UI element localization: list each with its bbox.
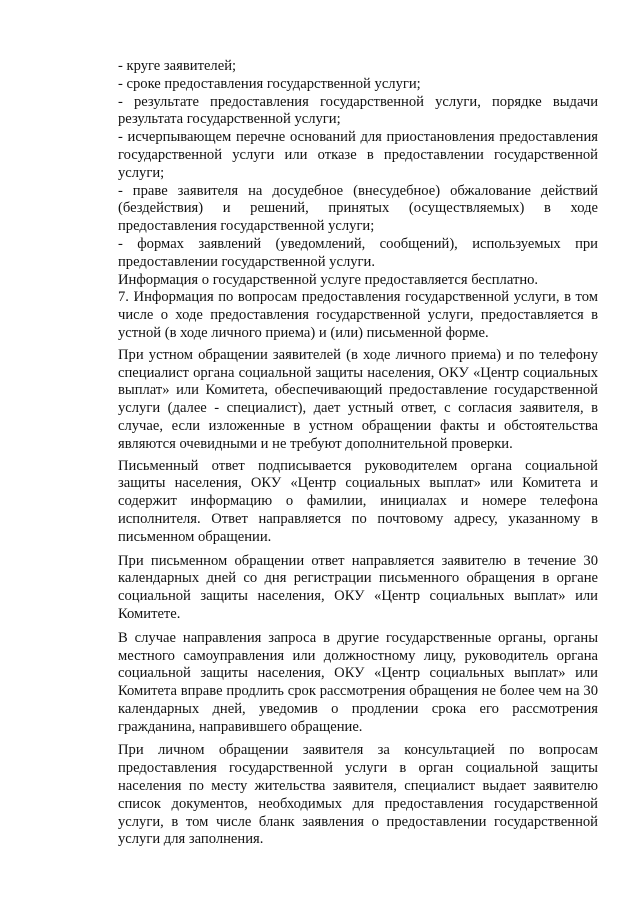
paragraph: 7. Информация по вопросам предоставления государственной услуги, в том числе о ходе предоставления государственной услуги, предоставляется в устной (в ходе личного приема) и (или) письменной форме.	[118, 289, 598, 341]
list-item: - исчерпывающем перечне оснований для приостановления предоставления государственной услуги или отказе в предоставлении государственной услуги;	[118, 129, 598, 181]
paragraph: При письменном обращении ответ направляется заявителю в течение 30 календарных дней со дня регистрации письменного обращения в органе социальной защиты населения, ОКУ «Центр социальных выплат» или Комитете.	[118, 552, 598, 622]
paragraph: В случае направления запроса в другие государственные органы, органы местного самоуправления или должностному лицу, руководитель органа социальной защиты населения, ОКУ «Центр социальных выплат» или Комитета вправе продлить срок рассмотрения обращения не более чем на 30 календарных дней, уведомив о продлении срока его рассмотрения гражданина, направившего обращение.	[118, 629, 598, 735]
list-item: - результате предоставления государственной услуги, порядке выдачи результата государственной услуги;	[118, 93, 598, 128]
paragraph: Информация о государственной услуге предоставляется бесплатно.	[118, 271, 539, 288]
paragraph: Письменный ответ подписывается руководителем органа социальной защиты населения, ОКУ «Центр социальных выплат» или Комитета и содержит информацию о фамилии, инициалах и номере телефона исполнителя. Ответ направляется по почтовому адресу, указанному в письменном обращении.	[118, 457, 598, 545]
list-item: - праве заявителя на досудебное (внесудебное) обжалование действий (бездействия) и решений, принятых (осуществляемых) в ходе предоставления государственной услуги;	[118, 182, 598, 235]
list-item: - круге заявителей;	[118, 58, 237, 74]
document-body	[118, 58, 598, 849]
list-item: - сроке предоставления государственной услуги;	[118, 75, 421, 92]
list-item: - формах заявлений (уведомлений, сообщений), используемых при предоставлении государственной услуги.	[118, 235, 598, 270]
paragraph: При личном обращении заявителя за консультацией по вопросам предоставления государственной услуги в орган социальной защиты населения по месту жительства заявителя, специалист выдает заявителю список документов, необходимых для предоставления государственной услуги, в том числе бланк заявления о предоставлении государственной услуги для заполнения.	[118, 742, 598, 848]
paragraph: При устном обращении заявителей (в ходе личного приема) и по телефону специалист органа социальной защиты населения, ОКУ «Центр социальных выплат» или Комитета, обеспечивающий предоставление государственной услуги (далее - специалист), дает устный ответ, с согласия заявителя, в случае, если изложенные в устном обращении факты и обстоятельства являются очевидными и не требуют дополнительной проверки.	[118, 346, 598, 452]
